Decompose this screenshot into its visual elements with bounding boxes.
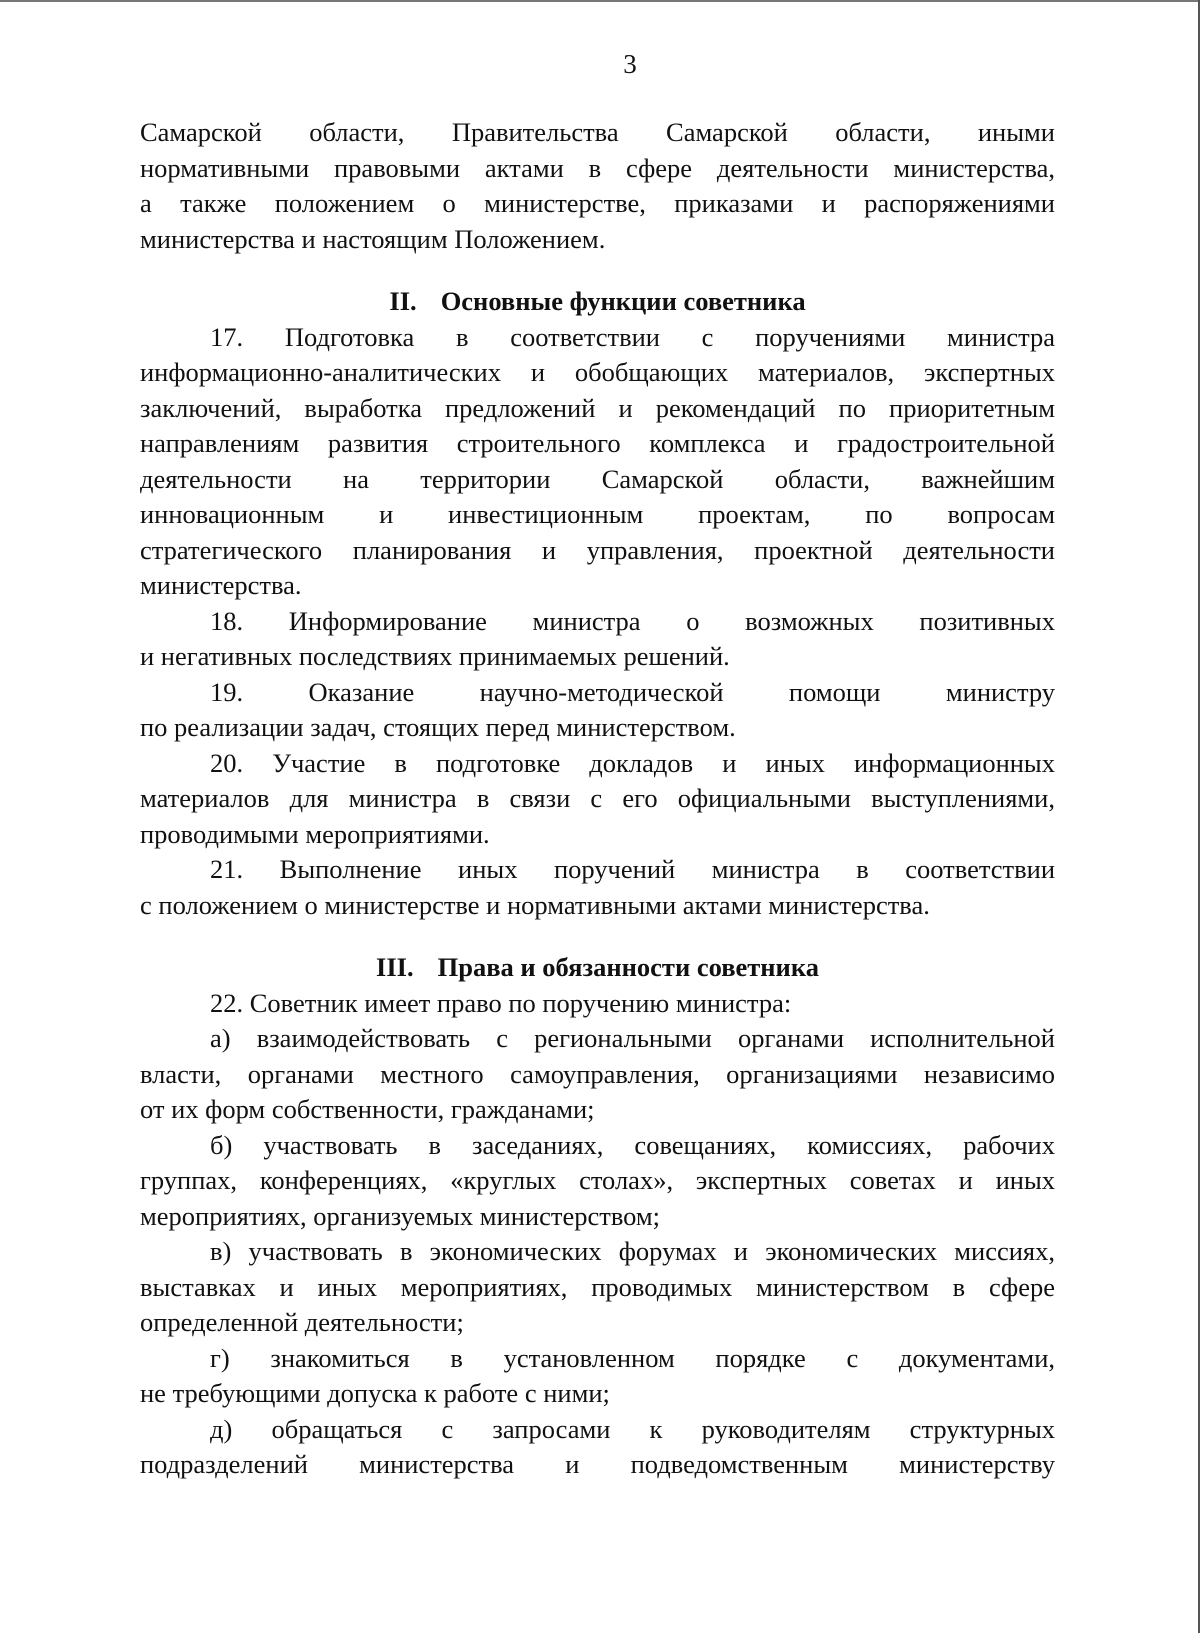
section-heading-3: [140, 950, 1055, 986]
intro-paragraph: [140, 115, 1055, 257]
paragraph-line: проводимыми мероприятиями.: [140, 818, 490, 849]
subclause-d: [140, 1412, 1055, 1483]
paragraph-line: инновационным и инвестиционным проектам, по вопросам: [140, 499, 1055, 529]
paragraph-line: от их форм собственности, гражданами;: [140, 1094, 595, 1124]
section-number: II.: [389, 286, 417, 316]
paragraph-line: деятельности на территории Самарской области, важнейшим: [140, 463, 1055, 494]
paragraph-line: министерства и настоящим Положением.: [140, 223, 606, 254]
subclause-b: [140, 1128, 1055, 1235]
paragraph-line: не требующими допуска к работе с ними;: [140, 1378, 610, 1408]
paragraph-line: мероприятиях, организуемых министерством;: [140, 1200, 661, 1231]
clause-20: [140, 746, 1055, 853]
clause-21: [140, 852, 1055, 923]
paragraph-line: а также положением о министерстве, приказами и распоряжениями: [140, 188, 1055, 218]
paragraph-line: с положением о министерстве и нормативными актами министерства.: [140, 889, 930, 920]
paragraph-line: выставках и иных мероприятиях, проводимых министерством в сфере: [140, 1271, 1055, 1302]
paragraph-line: в) участвовать в экономических форумах и экономических миссиях,: [210, 1236, 1055, 1266]
paragraph-line: 21. Выполнение иных поручений министра в соответствии: [210, 854, 1055, 884]
paragraph-line: направлениям развития строительного комплекса и градостроительной: [140, 428, 1055, 458]
paragraph-line: 20. Участие в подготовке докладов и иных информационных: [210, 747, 1055, 778]
paragraph-line: по реализации задач, стоящих перед министерством.: [140, 712, 736, 742]
paragraph-line: 18. Информирование министра о возможных позитивных: [210, 605, 1055, 636]
paragraph-line: подразделений министерства и подведомственным министерству: [140, 1449, 1055, 1479]
paragraph-line: д) обращаться с запросами к руководителям структурных: [210, 1413, 1055, 1444]
subclause-v: [140, 1234, 1055, 1341]
clause-22-intro: 22. Советник имеет право по поручению министра:: [210, 987, 792, 1018]
paragraph-line: власти, органами местного самоуправления, организациями независимо: [140, 1058, 1055, 1089]
paragraph-line: стратегического планирования и управления, проектной деятельности: [140, 534, 1055, 565]
paragraph-line: а) взаимодействовать с региональными органами исполнительной: [210, 1023, 1055, 1053]
section-title: Основные функции советника: [440, 286, 806, 316]
paragraph-line: группах, конференциях, «круглых столах», экспертных советах и иных: [140, 1165, 1055, 1195]
clause-19: [140, 675, 1055, 746]
paragraph-line: Самарской области, Правительства Самарской области, иными: [140, 117, 1055, 147]
paragraph-line: г) знакомиться в установленном порядке с документами,: [210, 1342, 1055, 1373]
paragraph-line: и негативных последствиях принимаемых решений.: [140, 641, 730, 671]
document-body: [140, 115, 1055, 1483]
section-heading-2: [140, 284, 1055, 320]
page-number: 3: [623, 49, 637, 79]
subclause-a: [140, 1021, 1055, 1128]
paragraph-line: информационно-аналитических и обобщающих материалов, экспертных: [140, 357, 1055, 387]
clause-18: [140, 604, 1055, 675]
paragraph-line: министерства.: [140, 570, 302, 600]
paragraph-line: материалов для министра в связи с его официальными выступлениями,: [140, 783, 1055, 813]
paragraph-line: 17. Подготовка в соответствии с поручениями министра: [210, 321, 1055, 352]
paragraph-line: определенной деятельности;: [140, 1307, 464, 1337]
paragraph-line: заключений, выработка предложений и рекомендаций по приоритетным: [140, 392, 1055, 423]
section-title: Права и обязанности советника: [437, 952, 819, 982]
section-number: III.: [376, 952, 414, 982]
scan-edge-top: [0, 0, 1200, 2]
paragraph-line: 19. Оказание научно-методической помощи министру: [210, 676, 1055, 707]
clause-17: [140, 320, 1055, 604]
paragraph-line: б) участвовать в заседаниях, совещаниях, комиссиях, рабочих: [210, 1129, 1055, 1160]
paragraph-line: нормативными правовыми актами в сфере деятельности министерства,: [140, 152, 1055, 183]
subclause-g: [140, 1341, 1055, 1412]
